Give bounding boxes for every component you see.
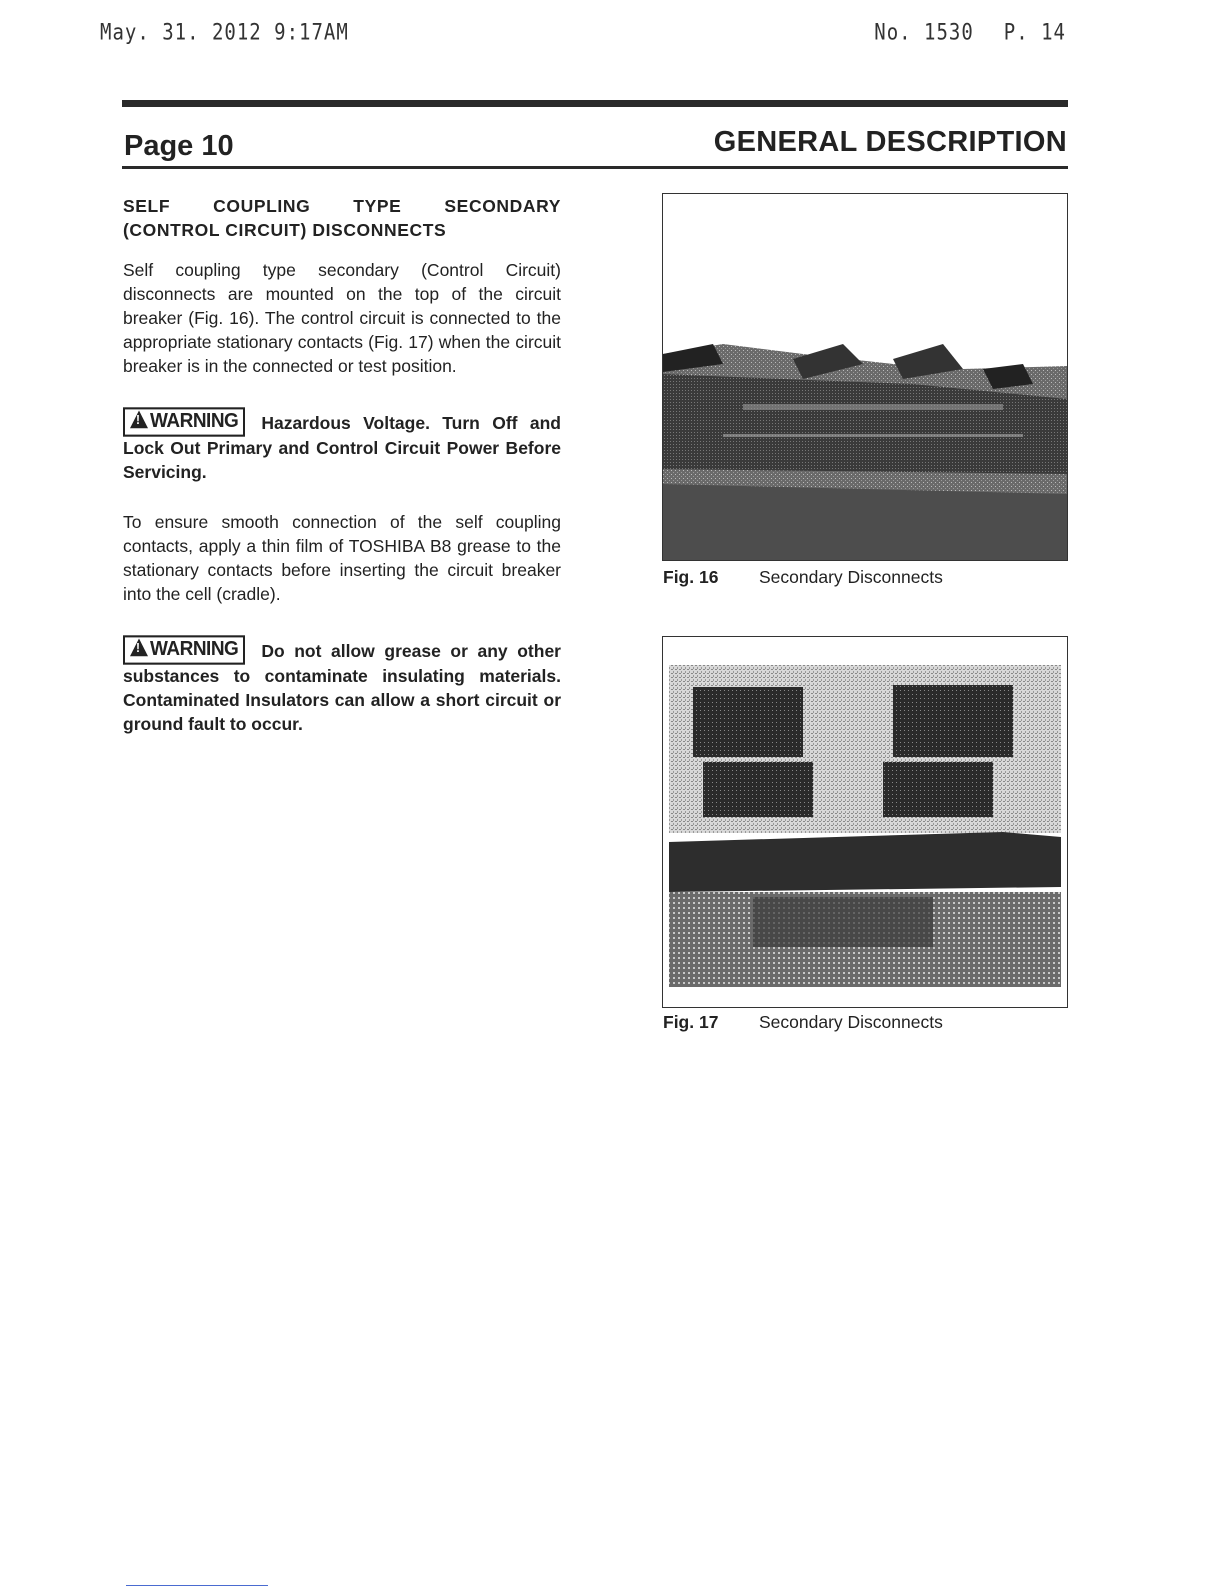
figure-number: Fig. 17 [663,1012,719,1032]
warning-triangle-icon [130,410,148,428]
warning-voltage [123,408,561,484]
figure-caption-text: Secondary Disconnects [759,1012,943,1032]
fax-page-number: P. 14 [1003,19,1066,46]
fax-header [100,20,1066,55]
warning-triangle-icon [130,638,148,656]
figure-caption-text: Secondary Disconnects [759,567,943,587]
warning-text: Hazardous Voltage. Turn Off and Lock Out Primary and Control Circuit Power Before Servicing. [123,413,561,482]
figure-16-caption [663,567,943,588]
fax-number: No. 1530 [874,19,974,46]
secondary-disconnects-photo [663,194,1067,560]
page-label: Page 10 [124,130,234,162]
figure-number: Fig. 16 [663,567,719,587]
heading-word: SECONDARY [444,196,561,216]
fax-page-info [844,20,1066,45]
warning-contamination [123,636,561,736]
heading-line-2: (CONTROL CIRCUIT) DISCONNECTS [123,220,447,240]
heading-word: SELF [123,196,171,216]
section-rule [122,166,1068,169]
warning-text: Do not allow grease or any other substances to contaminate insulating materials. Contaminated Insulators can allow a short circuit or ground fault to occur. [123,641,561,734]
stationary-contacts-photo [663,637,1067,1007]
figure-17-photo [662,636,1068,1008]
heading-word: TYPE [353,196,402,216]
grease-paragraph: To ensure smooth connection of the self coupling contacts, apply a thin film of TOSHIBA B8 grease to the stationary contacts before inserting the circuit breaker into the cell (cradle). [123,512,561,604]
text-column [123,194,561,736]
warning-badge: !WARNING [123,407,245,436]
header-rule [122,100,1068,107]
warning-badge: !WARNING [123,635,245,664]
intro-paragraph: Self coupling type secondary (Control Circuit) disconnects are mounted on the top of the circuit breaker (Fig. 16). The control circuit is connected to the appropriate stationary contacts (Fig. 17) when the circuit breaker is in the connected or test position. [123,260,561,376]
fax-datetime: May. 31. 2012 9:17AM [100,19,349,46]
subsection-heading [123,194,561,242]
heading-word: COUPLING [213,196,311,216]
section-title: GENERAL DESCRIPTION [713,126,1067,158]
figure-16-photo [662,193,1068,561]
figure-17-caption [663,1012,943,1033]
